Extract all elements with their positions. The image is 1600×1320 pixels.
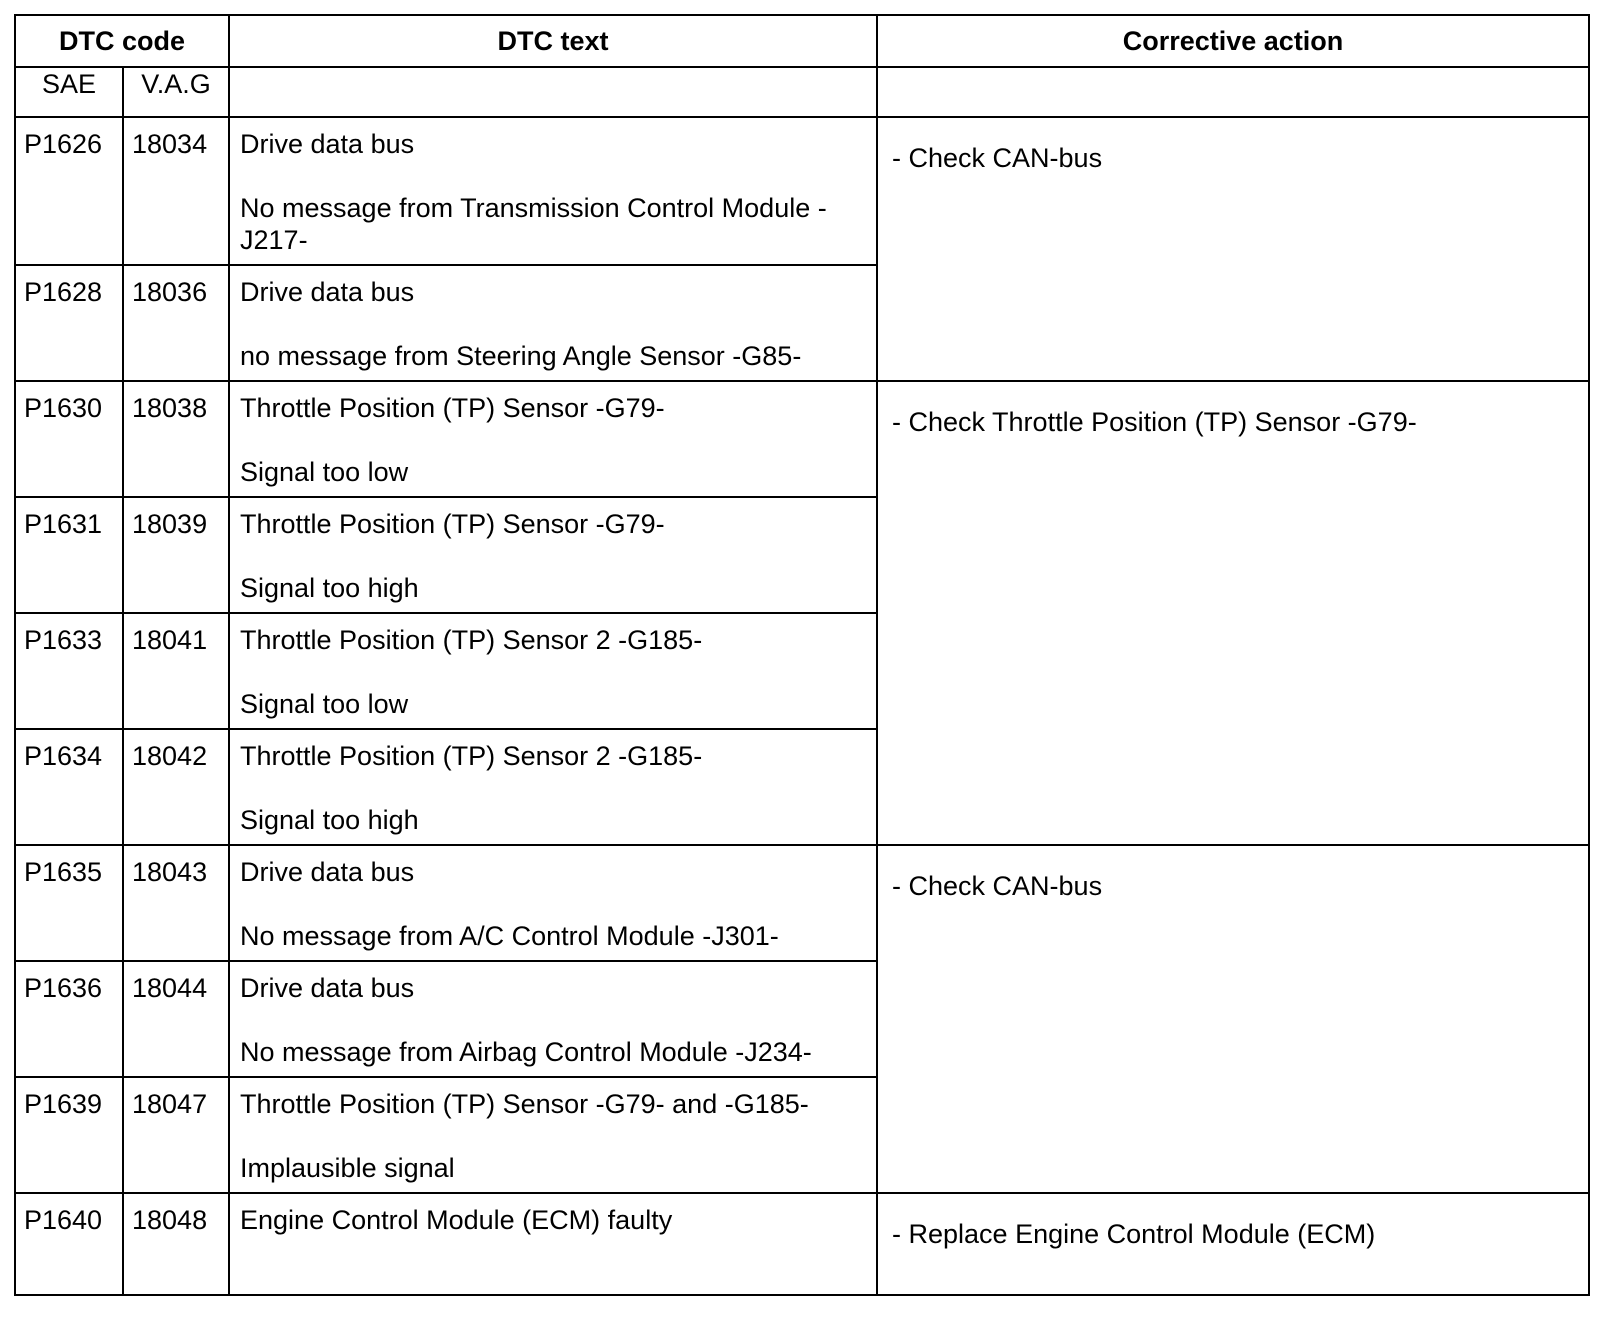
dtc-text-line2: Signal too high <box>240 805 419 835</box>
table-row <box>15 845 1589 961</box>
vag-code: 18042 <box>123 729 229 845</box>
sae-code: P1631 <box>15 497 123 613</box>
vag-code: 18036 <box>123 265 229 381</box>
header-sae: SAE <box>15 67 123 117</box>
table-row <box>15 1193 1589 1295</box>
table-row <box>15 117 1589 265</box>
dtc-text <box>229 845 877 961</box>
dtc-text-line1: Engine Control Module (ECM) faulty <box>240 1205 673 1235</box>
sae-code: P1639 <box>15 1077 123 1193</box>
sae-code: P1636 <box>15 961 123 1077</box>
vag-code: 18041 <box>123 613 229 729</box>
dtc-text-line1: Drive data bus <box>240 973 415 1003</box>
corrective-action: - Check CAN-bus <box>877 845 1589 1193</box>
header-blank <box>877 67 1589 117</box>
dtc-text-line2: No message from Airbag Control Module -J234- <box>240 1037 812 1067</box>
dtc-text <box>229 497 877 613</box>
dtc-text <box>229 381 877 497</box>
sae-code: P1630 <box>15 381 123 497</box>
vag-code: 18038 <box>123 381 229 497</box>
header-dtc-code: DTC code <box>15 15 229 67</box>
dtc-text-line2: Signal too low <box>240 689 409 719</box>
dtc-text-line1: Throttle Position (TP) Sensor -G79- <box>240 509 665 539</box>
dtc-text-line1: Drive data bus <box>240 129 415 159</box>
header-blank <box>229 67 877 117</box>
dtc-text <box>229 265 877 381</box>
vag-code: 18044 <box>123 961 229 1077</box>
dtc-text <box>229 613 877 729</box>
subheader-row <box>15 67 1589 117</box>
dtc-text-line2: No message from Transmission Control Module -J217- <box>240 193 827 255</box>
dtc-text <box>229 117 877 265</box>
dtc-text <box>229 729 877 845</box>
sae-code: P1626 <box>15 117 123 265</box>
header-row <box>15 15 1589 67</box>
dtc-text <box>229 1193 877 1295</box>
header-vag: V.A.G <box>123 67 229 117</box>
dtc-table <box>14 14 1590 1296</box>
sae-code: P1635 <box>15 845 123 961</box>
vag-code: 18043 <box>123 845 229 961</box>
dtc-text-line1: Throttle Position (TP) Sensor -G79- and -G185- <box>240 1089 809 1119</box>
header-dtc-text: DTC text <box>229 15 877 67</box>
dtc-text <box>229 961 877 1077</box>
dtc-text-line2: Signal too high <box>240 573 419 603</box>
vag-code: 18048 <box>123 1193 229 1295</box>
vag-code: 18047 <box>123 1077 229 1193</box>
dtc-text-line1: Drive data bus <box>240 277 415 307</box>
dtc-text-line1: Throttle Position (TP) Sensor -G79- <box>240 393 665 423</box>
sae-code: P1633 <box>15 613 123 729</box>
table-row <box>15 381 1589 497</box>
dtc-text-line2: No message from A/C Control Module -J301- <box>240 921 779 951</box>
vag-code: 18039 <box>123 497 229 613</box>
dtc-text-line2: Signal too low <box>240 457 409 487</box>
corrective-action: - Check CAN-bus <box>877 117 1589 381</box>
corrective-action: - Replace Engine Control Module (ECM) <box>877 1193 1589 1295</box>
dtc-text <box>229 1077 877 1193</box>
corrective-action: - Check Throttle Position (TP) Sensor -G79- <box>877 381 1589 845</box>
dtc-text-line1: Throttle Position (TP) Sensor 2 -G185- <box>240 625 703 655</box>
dtc-text-line1: Throttle Position (TP) Sensor 2 -G185- <box>240 741 703 771</box>
dtc-text-line2: no message from Steering Angle Sensor -G85- <box>240 341 802 371</box>
sae-code: P1640 <box>15 1193 123 1295</box>
sae-code: P1628 <box>15 265 123 381</box>
dtc-text-line2: Implausible signal <box>240 1153 455 1183</box>
vag-code: 18034 <box>123 117 229 265</box>
header-corrective-action: Corrective action <box>877 15 1589 67</box>
sae-code: P1634 <box>15 729 123 845</box>
dtc-text-line1: Drive data bus <box>240 857 415 887</box>
